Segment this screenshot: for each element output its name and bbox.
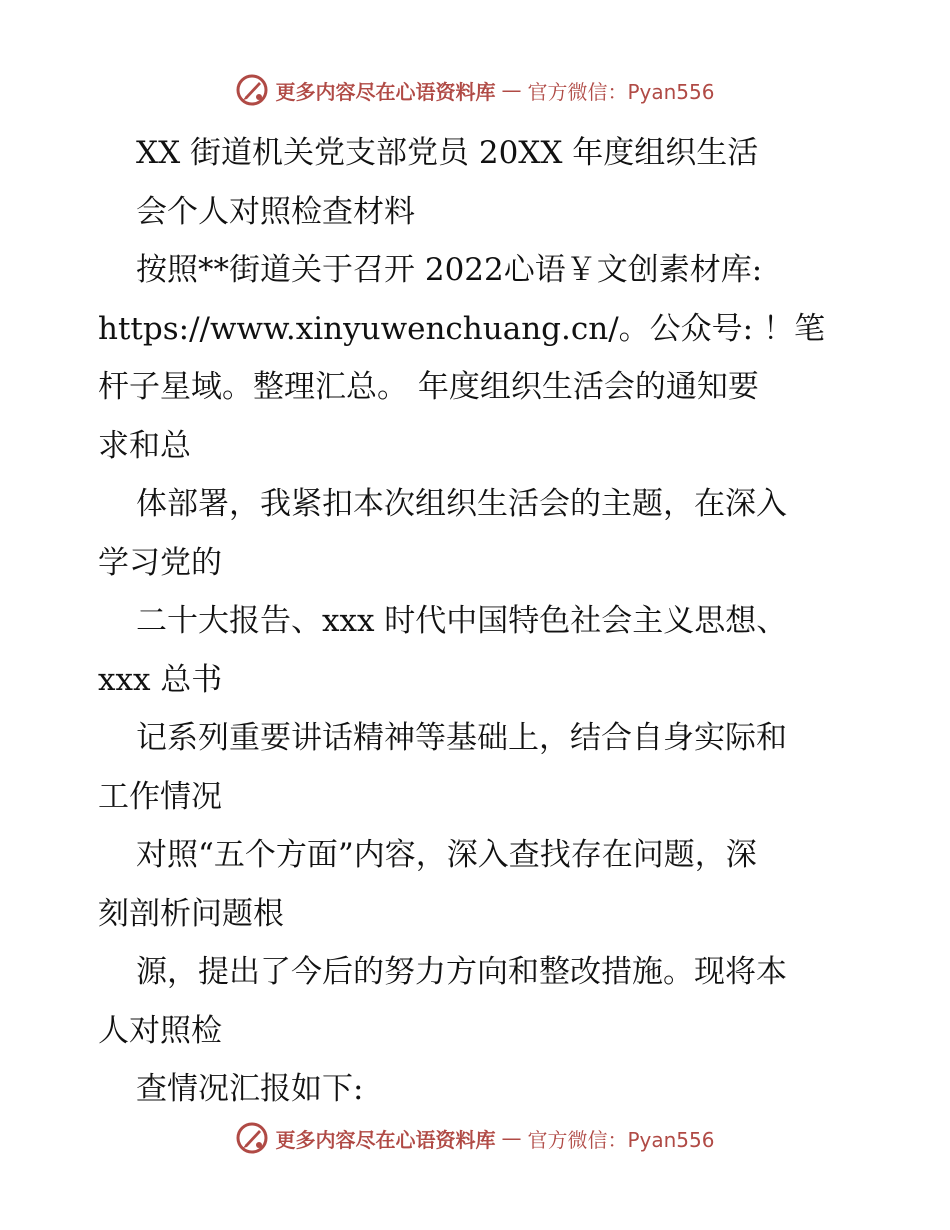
header-watermark-banner [0, 70, 950, 110]
header-banner-dash: — [501, 78, 522, 102]
footer-banner-dash: — [501, 1126, 522, 1150]
paragraph-line: 查情况汇报如下: [136, 1071, 364, 1107]
paragraph-line: 工作情况 [98, 778, 222, 815]
paragraph-line: 学习党的 [98, 544, 222, 581]
paragraph-line: 杆子星域。整理汇总。 年度组织生活会的通知要 [98, 369, 759, 405]
paragraph-line: https://www.xinyuwenchuang.cn/。公众号: ！笔 [98, 310, 825, 347]
paragraph-line: 刻剖析问题根 [98, 895, 284, 932]
footer-banner-text: 更多内容尽在心语资料库 [275, 1127, 496, 1152]
document-body [98, 124, 858, 1119]
quill-logo-icon [235, 73, 269, 107]
paragraph-line: 人对照检 [98, 1012, 222, 1049]
quill-logo-icon [235, 1121, 269, 1155]
paragraph-line: 对照“五个方面”内容，深入查找存在问题，深 [136, 837, 757, 873]
paragraph-line: 按照**街道关于召开 2022心语￥文创素材库: [136, 252, 763, 288]
header-banner-text: 更多内容尽在心语资料库 [275, 79, 496, 104]
footer-watermark-banner [0, 1118, 950, 1158]
paragraph-line: xxx 总书 [98, 661, 223, 698]
header-banner-wechat: 官方微信：Pyan556 [527, 79, 715, 104]
paragraph-line: 二十大报告、xxx 时代中国特色社会主义思想、 [136, 603, 788, 639]
title-line-1: XX 街道机关党支部党员 20XX 年度组织生活 [136, 135, 759, 171]
footer-banner-wechat: 官方微信：Pyan556 [527, 1127, 715, 1152]
paragraph-line: 求和总 [98, 427, 191, 464]
paragraph-line: 源，提出了今后的努力方向和整改措施。现将本 [136, 954, 787, 990]
paragraph-line: 体部署，我紧扣本次组织生活会的主题，在深入 [136, 486, 787, 522]
paragraph-line: 记系列重要讲话精神等基础上，结合自身实际和 [136, 720, 787, 756]
title-line-2: 会个人对照检查材料 [136, 193, 415, 230]
